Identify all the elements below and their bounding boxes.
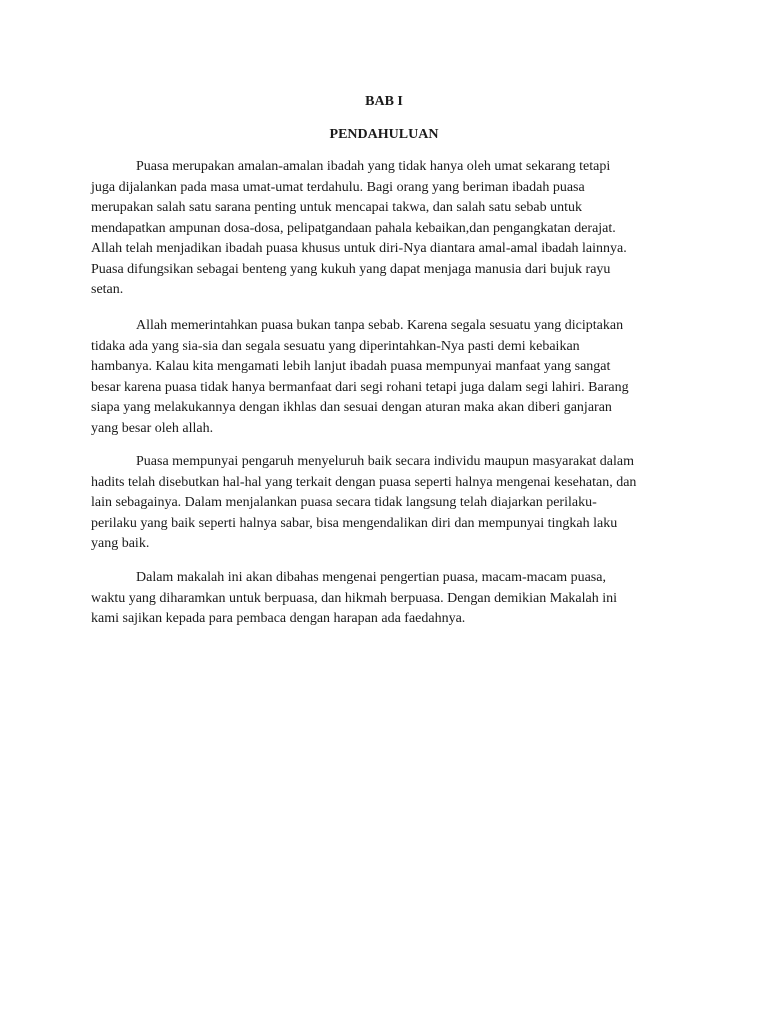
paragraph-line: hambanya. Kalau kita mengamati lebih lanjut ibadah puasa mempunyai manfaat yang sangat xyxy=(91,359,611,374)
paragraph-line: yang baik. xyxy=(91,536,150,551)
paragraph-1 xyxy=(91,157,691,301)
paragraph-line: kami sajikan kepada para pembaca dengan harapan ada faedahnya. xyxy=(91,611,466,626)
paragraph-line: merupakan salah satu sarana penting untuk mencapai takwa, dan salah satu sebab untuk xyxy=(91,200,583,215)
paragraph-line: waktu yang diharamkan untuk berpuasa, dan hikmah berpuasa. Dengan demikian Makalah ini xyxy=(91,590,618,606)
paragraph-line: yang besar oleh allah. xyxy=(91,420,214,436)
paragraph-line: Puasa merupakan amalan-amalan ibadah yang tidak hanya oleh umat sekarang tetapi xyxy=(136,159,611,174)
paragraph-line: Puasa mempunyai pengaruh menyeluruh baik secara individu maupun masyarakat dalam xyxy=(136,454,635,469)
paragraph-line: juga dijalankan pada masa umat-umat terdahulu. Bagi orang yang beriman ibadah puasa xyxy=(91,179,585,195)
paragraph-4 xyxy=(91,568,691,630)
paragraph-line: tidaka ada yang sia-sia dan segala sesuatu yang diperintahkan-Nya pasti demi kebaikan xyxy=(91,338,580,354)
paragraph-line: Dalam makalah ini akan dibahas mengenai pengertian puasa, macam-macam puasa, xyxy=(136,570,606,585)
paragraph-line: Puasa difungsikan sebagai benteng yang kukuh yang dapat menjaga manusia dari bujuk rayu xyxy=(91,261,611,277)
chapter-title: PENDAHULUAN xyxy=(329,127,439,142)
paragraph-line: siapa yang melakukannya dengan ikhlas dan sesuai dengan aturan maka akan diberi ganjaran xyxy=(91,400,612,415)
paragraph-3 xyxy=(91,452,691,555)
paragraph-line: besar karena puasa tidak hanya bermanfaat dari segi rohani tetapi juga dalam segi lahiri. Barang xyxy=(91,379,629,395)
paragraph-line: setan. xyxy=(91,282,124,297)
paragraph-line: perilaku yang baik seperti halnya sabar, bisa mengendalikan diri dan mempunyai tingkah laku xyxy=(91,515,618,531)
paragraph-line: Allah memerintahkan puasa bukan tanpa sebab. Karena segala sesuatu yang diciptakan xyxy=(136,318,624,333)
paragraph-line: lain sebagainya. Dalam menjalankan puasa secara tidak langsung telah diajarkan perilaku- xyxy=(91,495,597,510)
paragraph-line: Allah telah menjadikan ibadah puasa khusus untuk diri-Nya diantara amal-amal ibadah lainnya. xyxy=(91,241,627,256)
chapter-heading: BAB I xyxy=(365,94,403,109)
paragraph-line: hadits telah disebutkan hal-hal yang terkait dengan puasa seperti halnya mengenai kesehatan, dan xyxy=(91,474,637,490)
paragraph-2 xyxy=(91,316,691,439)
paragraph-line: mendapatkan ampunan dosa-dosa, pelipatgandaan pahala kebaikan,dan pengangkatan derajat. xyxy=(91,220,616,236)
